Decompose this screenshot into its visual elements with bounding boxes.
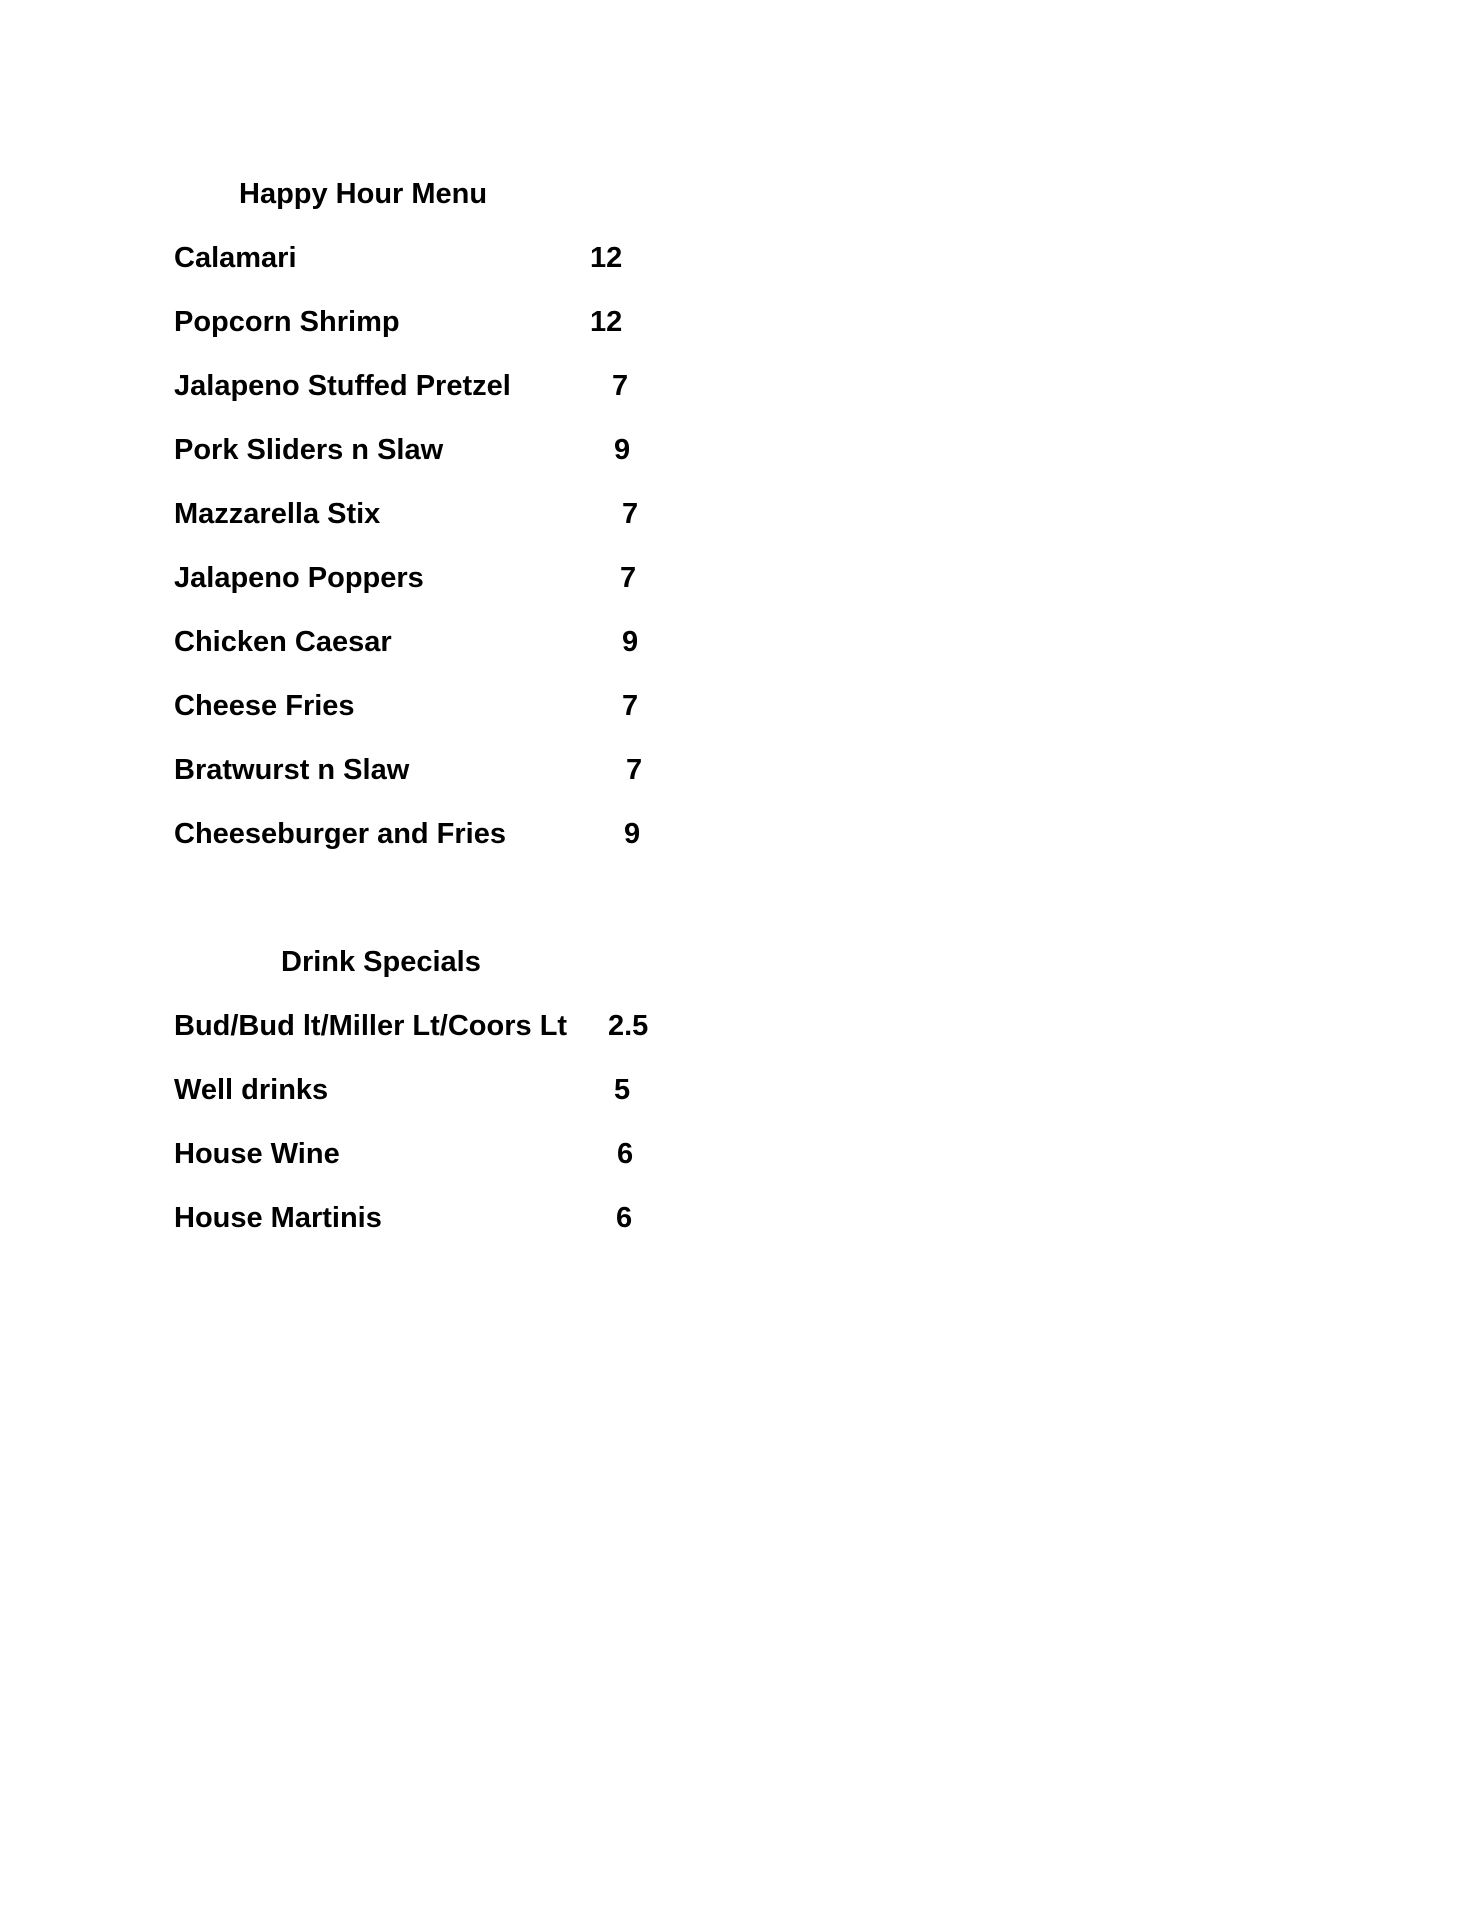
- menu-item-name: Mazzarella Stix: [174, 498, 381, 530]
- menu-item-price: 7: [612, 370, 629, 402]
- menu-item-price: 9: [624, 818, 641, 850]
- drink-item-price: 5: [614, 1074, 631, 1106]
- menu-item-name: Popcorn Shrimp: [174, 306, 400, 338]
- drinks-heading: Drink Specials: [281, 946, 481, 978]
- menu-item-name: Cheeseburger and Fries: [174, 818, 506, 850]
- menu-item-price: 12: [590, 306, 623, 338]
- drink-item-name: House Martinis: [174, 1202, 382, 1234]
- drink-item-price: 6: [617, 1138, 634, 1170]
- menu-item-name: Jalapeno Stuffed Pretzel: [174, 370, 511, 402]
- menu-item-price: 9: [614, 434, 631, 466]
- drink-item-price: 2.5: [608, 1010, 649, 1042]
- menu-item-name: Cheese Fries: [174, 690, 355, 722]
- menu-item-name: Pork Sliders n Slaw: [174, 434, 444, 466]
- drink-item-name: Well drinks: [174, 1074, 329, 1106]
- food-heading: Happy Hour Menu: [239, 178, 488, 210]
- menu-item-price: 7: [626, 754, 643, 786]
- menu-item-price: 7: [622, 690, 639, 722]
- menu-item-name: Chicken Caesar: [174, 626, 392, 658]
- menu-item-name: Bratwurst n Slaw: [174, 754, 410, 786]
- drink-item-price: 6: [616, 1202, 633, 1234]
- menu-item-price: 9: [622, 626, 639, 658]
- drink-item-name: House Wine: [174, 1138, 340, 1170]
- menu-item-name: Calamari: [174, 242, 297, 274]
- menu-item-name: Jalapeno Poppers: [174, 562, 424, 594]
- menu-item-price: 7: [622, 498, 639, 530]
- menu-item-price: 7: [620, 562, 637, 594]
- drink-item-name: Bud/Bud lt/Miller Lt/Coors Lt: [174, 1010, 568, 1042]
- menu-item-price: 12: [590, 242, 623, 274]
